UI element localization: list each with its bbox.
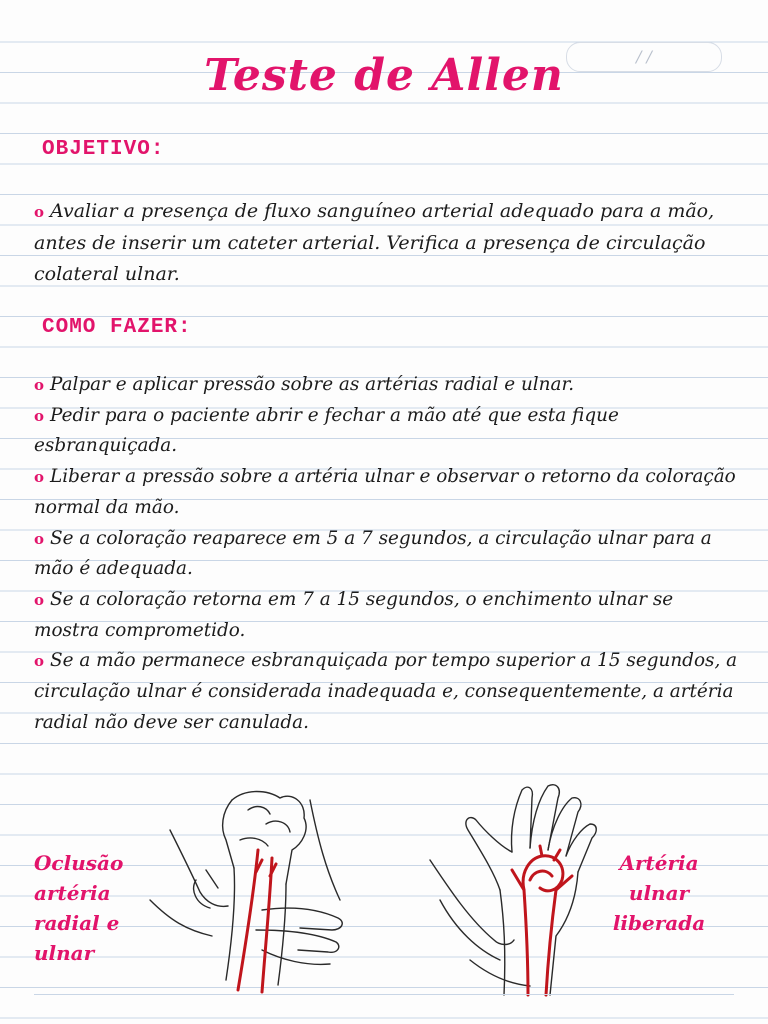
caption-line: Artéria <box>619 851 699 875</box>
list-item <box>34 370 742 401</box>
caption-released <box>584 848 734 938</box>
steps-list <box>34 370 742 738</box>
list-item <box>34 646 742 738</box>
bullet-icon: o <box>34 529 45 548</box>
caption-line: liberada <box>612 911 706 935</box>
how-to-heading: COMO FAZER: <box>42 316 192 339</box>
caption-line: ulnar <box>34 941 95 965</box>
objective-text <box>34 196 738 290</box>
bullet-icon: o <box>34 376 45 394</box>
bullet-icon: o <box>34 590 45 609</box>
step-text: Se a mão permanece esbranquiçada por tempo superior a 15 segundos, a circulação ulnar é considerada inadequada e, consequentemente, a artéria radial não deve ser canulada. <box>34 650 738 733</box>
caption-line: Oclusão <box>34 851 124 875</box>
list-item <box>34 524 742 585</box>
list-item <box>34 401 742 462</box>
left-artery-drawing <box>238 850 276 992</box>
step-text: Pedir para o paciente abrir e fechar a mão até que esta fique esbranquiçada. <box>34 404 619 457</box>
bullet-icon: o <box>34 406 45 425</box>
caption-line: artéria <box>34 881 111 905</box>
bullet-icon: o <box>34 652 45 671</box>
date-box: / / <box>566 42 722 72</box>
step-text: Se a coloração reaparece em 5 a 7 segundos, a circulação ulnar para a mão é adequada. <box>34 527 712 580</box>
page-title: Teste de Allen <box>204 50 564 101</box>
objective-text-content: Avaliar a presença de fluxo sanguíneo arterial adequado para a mão, antes de inserir um cateter arterial. Verifica a presença de circulação colateral ulnar. <box>34 200 715 285</box>
objective-heading: OBJETIVO: <box>42 138 165 161</box>
open-hand-artery-drawing <box>430 785 596 995</box>
bullet-icon: o <box>34 468 45 487</box>
list-item <box>34 585 742 646</box>
caption-line: ulnar <box>628 881 690 905</box>
step-text: Se a coloração retorna em 7 a 15 segundos, o enchimento ulnar se mostra comprometido. <box>34 588 674 641</box>
bullet-icon: o <box>34 203 45 221</box>
list-item <box>34 462 742 523</box>
right-artery-drawing <box>512 846 572 995</box>
bottom-rule <box>34 994 734 995</box>
step-text: Palpar e aplicar pressão sobre as artérias radial e ulnar. <box>50 374 575 395</box>
step-text: Liberar a pressão sobre a artéria ulnar e observar o retorno da coloração normal da mão. <box>34 466 736 518</box>
caption-line: radial e <box>34 911 120 935</box>
caption-occlusion <box>34 848 194 968</box>
